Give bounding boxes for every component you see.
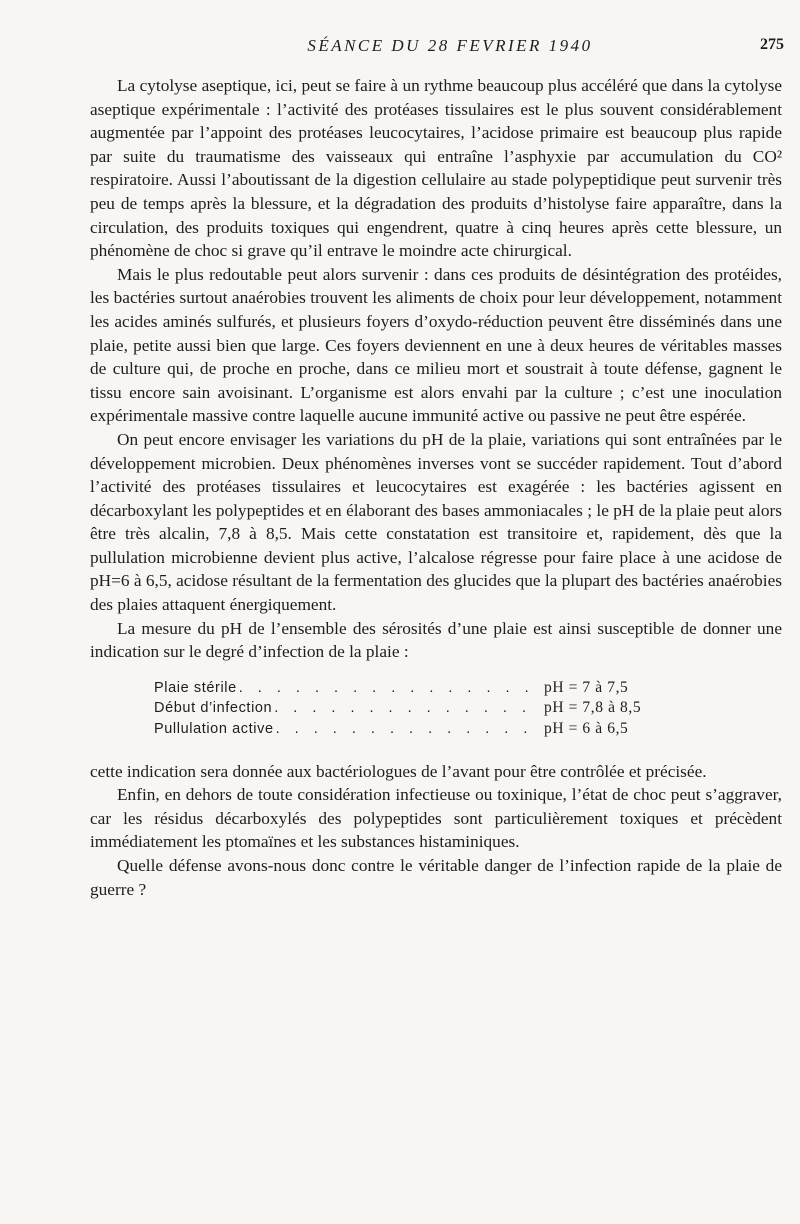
dot-leader xyxy=(276,720,538,740)
row-label: Pullulation active xyxy=(154,721,274,738)
dot-leader xyxy=(274,699,538,719)
ph-table xyxy=(154,678,684,740)
page-number: 275 xyxy=(760,36,784,53)
row-ph-value: pH = 7 à 7,5 xyxy=(544,678,629,696)
row-label: Début d’infection xyxy=(154,700,273,717)
row-label: Plaie stérile xyxy=(154,679,237,696)
row-ph-value: pH = 6 à 6,5 xyxy=(544,720,629,738)
table-row xyxy=(154,698,684,719)
body-text xyxy=(90,74,782,901)
paragraph-mesure-ph: La mesure du pH de l’ensemble des sérosités d’une plaie est ainsi susceptible de donner une indication sur le degré d’infection de la plaie : xyxy=(90,618,782,662)
row-ph-value: pH = 7,8 à 8,5 xyxy=(544,699,642,717)
paragraph-redoutable: Mais le plus redoutable peut alors survenir : dans ces produits de désintégration des protéides, les bactéries surtout anaérobies trouvent les aliments de choix pour leur développement, notamment les acides aminés sulfurés, et plusieurs foyers d’oxydo-réduction peuvent être disséminés dans une plaie, petite aussi bien que large. Ces foyers deviennent en une à deux heures de véritables masses de culture qui, de proche en proche, dans ce milieu mort et soustrait à toute défense, gagnent le tissu encore sain avoisinant. L’organisme est alors envahi par la culture ; c’est une inoculation expérimentale massive contre laquelle aucune immunité active ou passive ne peut être espérée. xyxy=(90,264,782,426)
paragraph-ph-variations: On peut encore envisager les variations du pH de la plaie, variations qui sont entraînées par le développement microbien. Deux phénomènes inverses vont se succéder rapidement. Tout d’abord l’activité des protéases tissulaires et leucocytaires est exagérée : les bactéries agissent en décarboxylant les polypeptides et en élaborant des bases ammoniacales ; le pH de la plaie peut alors être très alcalin, 7,8 à 8,5. Mais cette constatation est transitoire et, rapidement, dès que la pullulation microbienne devient plus active, l’alcalose régresse pour faire place à une acidose de pH=6 à 6,5, acidose résultant de la fermentation des glucides que la plupart des bactéries anaérobies des plaies attaquent énergiquement. xyxy=(90,429,782,615)
table-row xyxy=(154,678,684,699)
running-title: SÉANCE DU 28 FEVRIER 1940 xyxy=(307,36,593,55)
table-row xyxy=(154,719,684,740)
paragraph-question: Quelle défense avons-nous donc contre le véritable danger de l’infection rapide de la plaie de guerre ? xyxy=(90,856,782,899)
page-header xyxy=(116,36,784,60)
paragraph-indication: cette indication sera donnée aux bactériologues de l’avant pour être contrôlée et précisée. xyxy=(90,761,707,781)
paragraph-cytolyse: La cytolyse aseptique, ici, peut se faire à un rythme beaucoup plus accéléré que dans la cytolyse aseptique expérimentale : l’activité des protéases tissulaires est le plus souvent considérablement augmentée par l’appoint des protéases leucocytaires, l’acidose primaire est beaucoup plus rapide par suite du traumatisme des vaisseaux qui entraîne l’asphyxie par accumulation du CO² respiratoire. Aussi l’aboutissant de la digestion cellulaire au stade polypeptidique peut survenir très peu de temps après la blessure, et la dégradation des produits d’histolyse faire apparaître, dans la circulation, des produits toxiques qui engendrent, quatre à cinq heures après cette blessure, un phénomène de choc si grave qu’il entrave le moindre acte chirurgical. xyxy=(90,76,782,261)
paragraph-choc: Enfin, en dehors de toute considération infectieuse ou toxinique, l’état de choc peut s’aggraver, car les résidus décarboxylés des polypeptides sont particulièrement toxiques et précèdent immédiatement les ptomaïnes et les substances histaminiques. xyxy=(90,785,782,852)
dot-leader xyxy=(239,679,538,699)
